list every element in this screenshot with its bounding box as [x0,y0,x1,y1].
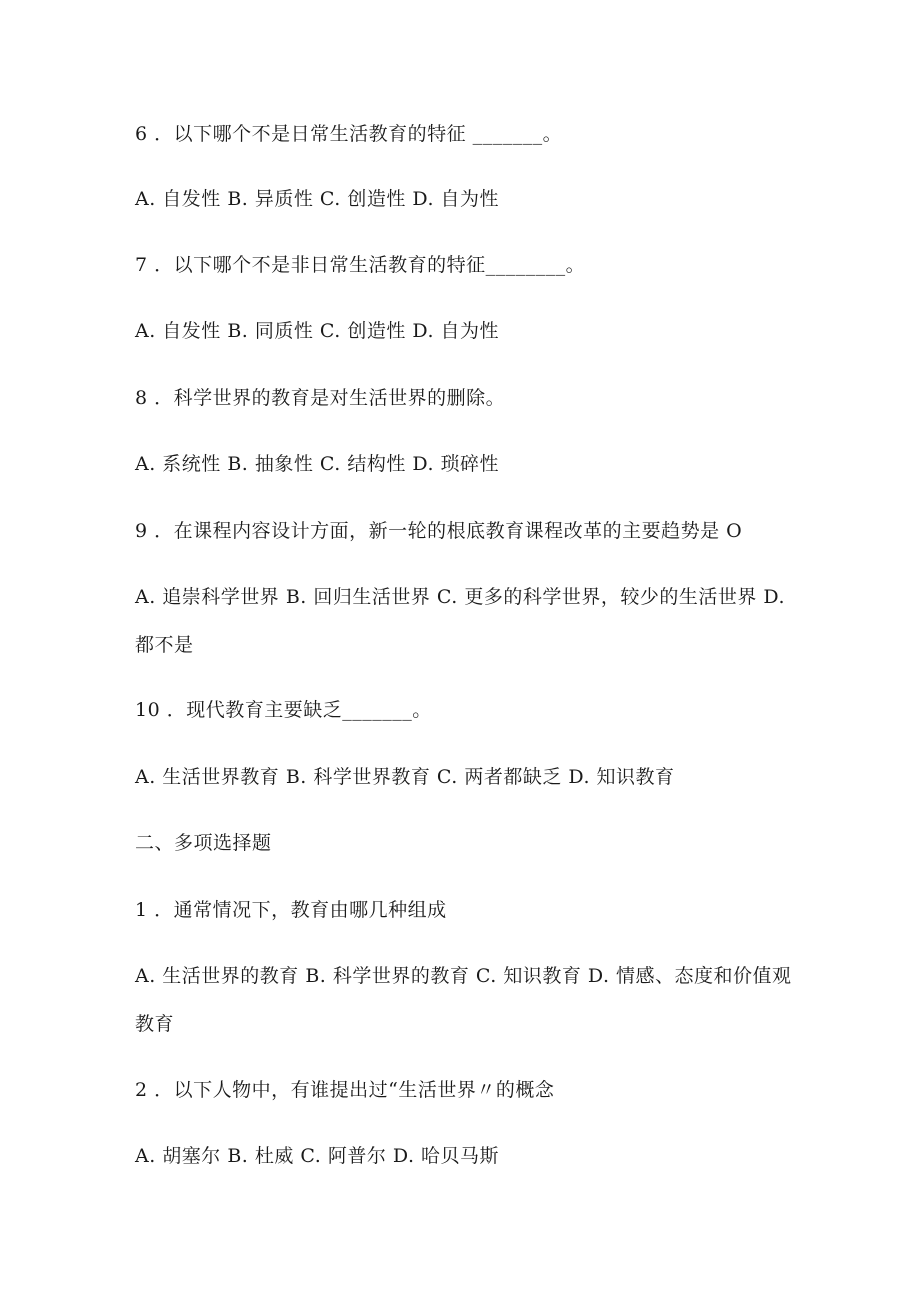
question-6-options: A. 自发性 B. 异质性 C. 创造性 D. 自为性 [135,188,500,210]
question-10-options: A. 生活世界教育 B. 科学世界教育 C. 两者都缺乏 D. 知识教育 [135,766,675,788]
question-9-options: A. 追崇科学世界 B. 回归生活世界 C. 更多的科学世界，较少的生活世界 D. [135,586,785,608]
mc-question-1-options-continued: 教育 [135,1013,175,1035]
question-6-text: 6 ．以下哪个不是日常生活教育的特征 _______。 [135,123,563,145]
question-7-text: 7 ．以下哪个不是非日常生活教育的特征________。 [135,254,586,276]
mc-question-2-options: A. 胡塞尔 B. 杜威 C. 阿普尔 D. 哈贝马斯 [135,1145,500,1167]
mc-question-1-options: A. 生活世界的教育 B. 科学世界的教育 C. 知识教育 D. 情感、态度和价值观 [135,965,792,987]
question-8-options: A. 系统性 B. 抽象性 C. 结构性 D. 琐碎性 [135,453,500,475]
question-9-text: 9 ．在课程内容设计方面，新一轮的根底教育课程改革的主要趋势是 O [135,520,743,542]
question-10-text: 10 ．现代教育主要缺乏_______。 [135,699,432,721]
question-9-options-continued: 都不是 [135,634,194,656]
question-8-text: 8 ．科学世界的教育是对生活世界的删除。 [135,387,506,409]
mc-question-1-text: 1 ．通常情况下，教育由哪几种组成 [135,899,447,921]
section-heading-multiple-choice: 二、多项选择题 [135,832,272,854]
question-7-options: A. 自发性 B. 同质性 C. 创造性 D. 自为性 [135,320,500,342]
mc-question-2-text: 2 ．以下人物中，有谁提出过“生活世界〃的概念 [135,1079,555,1101]
